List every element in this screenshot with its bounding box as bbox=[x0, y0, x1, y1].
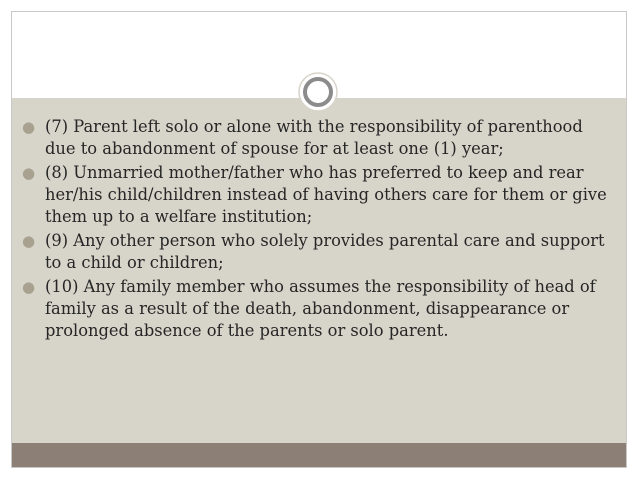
slide-footer-band bbox=[12, 443, 626, 467]
bullet-icon: ● bbox=[22, 278, 36, 296]
bullet-text: (8) Unmarried mother/father who has preferred to keep and rear her/his child/children instead of having others care for them or give them up to a welfare institution; bbox=[45, 163, 607, 226]
bullet-icon: ● bbox=[22, 118, 36, 136]
bullet-text: (9) Any other person who solely provides parental care and support to a child or children; bbox=[45, 231, 605, 272]
bullet-icon: ● bbox=[22, 232, 36, 250]
list-item bbox=[22, 162, 612, 228]
bullet-list bbox=[22, 116, 612, 344]
list-item bbox=[22, 276, 612, 342]
bullet-icon: ● bbox=[22, 164, 36, 182]
bullet-text: (10) Any family member who assumes the responsibility of head of family as a result of the death, abandonment, disappearance or prolonged absence of the parents or solo parent. bbox=[45, 277, 596, 340]
list-item bbox=[22, 230, 612, 274]
bullet-text: (7) Parent left solo or alone with the responsibility of parenthood due to abandonment of spouse for at least one (1) year; bbox=[45, 117, 583, 158]
ring-ornament-icon bbox=[298, 72, 338, 112]
list-item bbox=[22, 116, 612, 160]
